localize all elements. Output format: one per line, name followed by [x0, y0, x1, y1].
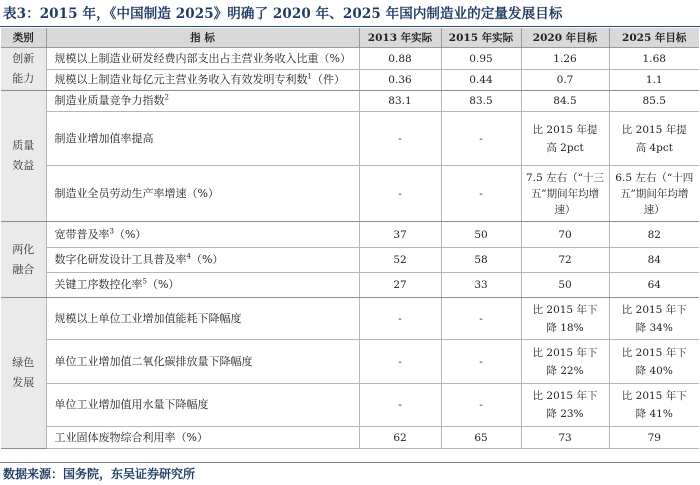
value-2020: 0.7 — [521, 70, 609, 91]
value-2020: 84.5 — [521, 91, 609, 112]
header-2020: 2020 年目标 — [521, 28, 609, 48]
value-2015: 33 — [441, 273, 521, 298]
source-divider — [0, 462, 700, 463]
value-2013: 0.88 — [359, 48, 441, 70]
value-2025: 6.5 左右（“十四五”期间年均增速） — [609, 166, 699, 222]
value-2013: 27 — [359, 273, 441, 298]
value-2025: 85.5 — [609, 91, 699, 112]
value-2020: 70 — [521, 222, 609, 248]
table-row — [1, 273, 699, 298]
indicator-cell: 工业固体废物综合利用率（%） — [46, 427, 359, 449]
category-innovation: 创新能力 — [1, 48, 46, 91]
category-quality: 质量效益 — [1, 91, 46, 222]
value-2013: - — [359, 166, 441, 222]
indicator-cell: 规模以上制造业研发经费内部支出占主营业务收入比重（%） — [46, 48, 359, 70]
value-2020: 比 2015 年下降 23% — [521, 384, 609, 427]
header-2015: 2015 年实际 — [441, 28, 521, 48]
value-2015: 65 — [441, 427, 521, 449]
value-2020: 7.5 左右（“十三五”期间年均增速） — [521, 166, 609, 222]
value-2025: 64 — [609, 273, 699, 298]
table-title: 表3：2015 年，《中国制造 2025》明确了 2020 年、2025 年国内制造业的定量发展目标 — [3, 6, 563, 22]
value-2020: 比 2015 年下降 18% — [521, 298, 609, 340]
table-row — [1, 166, 699, 222]
value-2025: 82 — [609, 222, 699, 248]
table-row — [1, 340, 699, 384]
value-2015: 0.95 — [441, 48, 521, 70]
indicator-cell: 规模以上单位工业增加值能耗下降幅度 — [46, 298, 359, 340]
value-2013: 62 — [359, 427, 441, 449]
category-green: 绿色发展 — [1, 298, 46, 449]
value-2015: - — [441, 298, 521, 340]
value-2015: 83.5 — [441, 91, 521, 112]
value-2015: - — [441, 112, 521, 166]
value-2025: 比 2015 年下降 41% — [609, 384, 699, 427]
header-2013: 2013 年实际 — [359, 28, 441, 48]
value-2025: 79 — [609, 427, 699, 449]
table-row — [1, 70, 699, 91]
table-row — [1, 112, 699, 166]
targets-table — [1, 28, 699, 449]
value-2013: - — [359, 340, 441, 384]
value-2013: - — [359, 112, 441, 166]
table-row — [1, 298, 699, 340]
value-2013: 37 — [359, 222, 441, 248]
value-2013: 83.1 — [359, 91, 441, 112]
value-2015: - — [441, 384, 521, 427]
value-2015: 50 — [441, 222, 521, 248]
value-2025: 比 2015 年下降 34% — [609, 298, 699, 340]
header-category: 类别 — [1, 28, 46, 48]
table-row — [1, 248, 699, 273]
indicator-cell: 单位工业增加值用水量下降幅度 — [46, 384, 359, 427]
value-2015: - — [441, 340, 521, 384]
indicator-cell: 制造业质量竞争力指数$^2$ — [46, 91, 359, 112]
value-2025: 84 — [609, 248, 699, 273]
table-row — [1, 48, 699, 70]
value-2015: 0.44 — [441, 70, 521, 91]
value-2013: 52 — [359, 248, 441, 273]
category-integration: 两化融合 — [1, 222, 46, 298]
value-2020: 比 2015 年提高 2pct — [521, 112, 609, 166]
indicator-cell: 数字化研发设计工具普及率$^4$（%） — [46, 248, 359, 273]
indicator-cell: 制造业全员劳动生产率增速（%） — [46, 166, 359, 222]
value-2015: - — [441, 166, 521, 222]
value-2020: 72 — [521, 248, 609, 273]
header-indicator: 指 标 — [46, 28, 359, 48]
indicator-cell: 单位工业增加值二氧化碳排放量下降幅度 — [46, 340, 359, 384]
value-2020: 比 2015 年下降 22% — [521, 340, 609, 384]
value-2025: 比 2015 年下降 40% — [609, 340, 699, 384]
table-row — [1, 427, 699, 449]
table-row — [1, 222, 699, 248]
header-2025: 2025 年目标 — [609, 28, 699, 48]
indicator-cell: 规模以上制造业每亿元主营业务收入有效发明专利数$^1$（件） — [46, 70, 359, 91]
value-2015: 58 — [441, 248, 521, 273]
indicator-cell: 制造业增加值率提高 — [46, 112, 359, 166]
indicator-cell: 宽带普及率$^3$（%） — [46, 222, 359, 248]
value-2020: 1.26 — [521, 48, 609, 70]
indicator-cell: 关键工序数控化率$^5$（%） — [46, 273, 359, 298]
value-2020: 73 — [521, 427, 609, 449]
header-row — [1, 28, 699, 48]
value-2025: 比 2015 年提高 4pct — [609, 112, 699, 166]
value-2013: - — [359, 298, 441, 340]
table-row — [1, 91, 699, 112]
table-row — [1, 384, 699, 427]
value-2013: 0.36 — [359, 70, 441, 91]
value-2025: 1.1 — [609, 70, 699, 91]
value-2013: - — [359, 384, 441, 427]
title-divider — [0, 26, 700, 27]
value-2025: 1.68 — [609, 48, 699, 70]
value-2020: 50 — [521, 273, 609, 298]
source-note: 数据来源：国务院，东吴证券研究所 — [3, 467, 196, 481]
